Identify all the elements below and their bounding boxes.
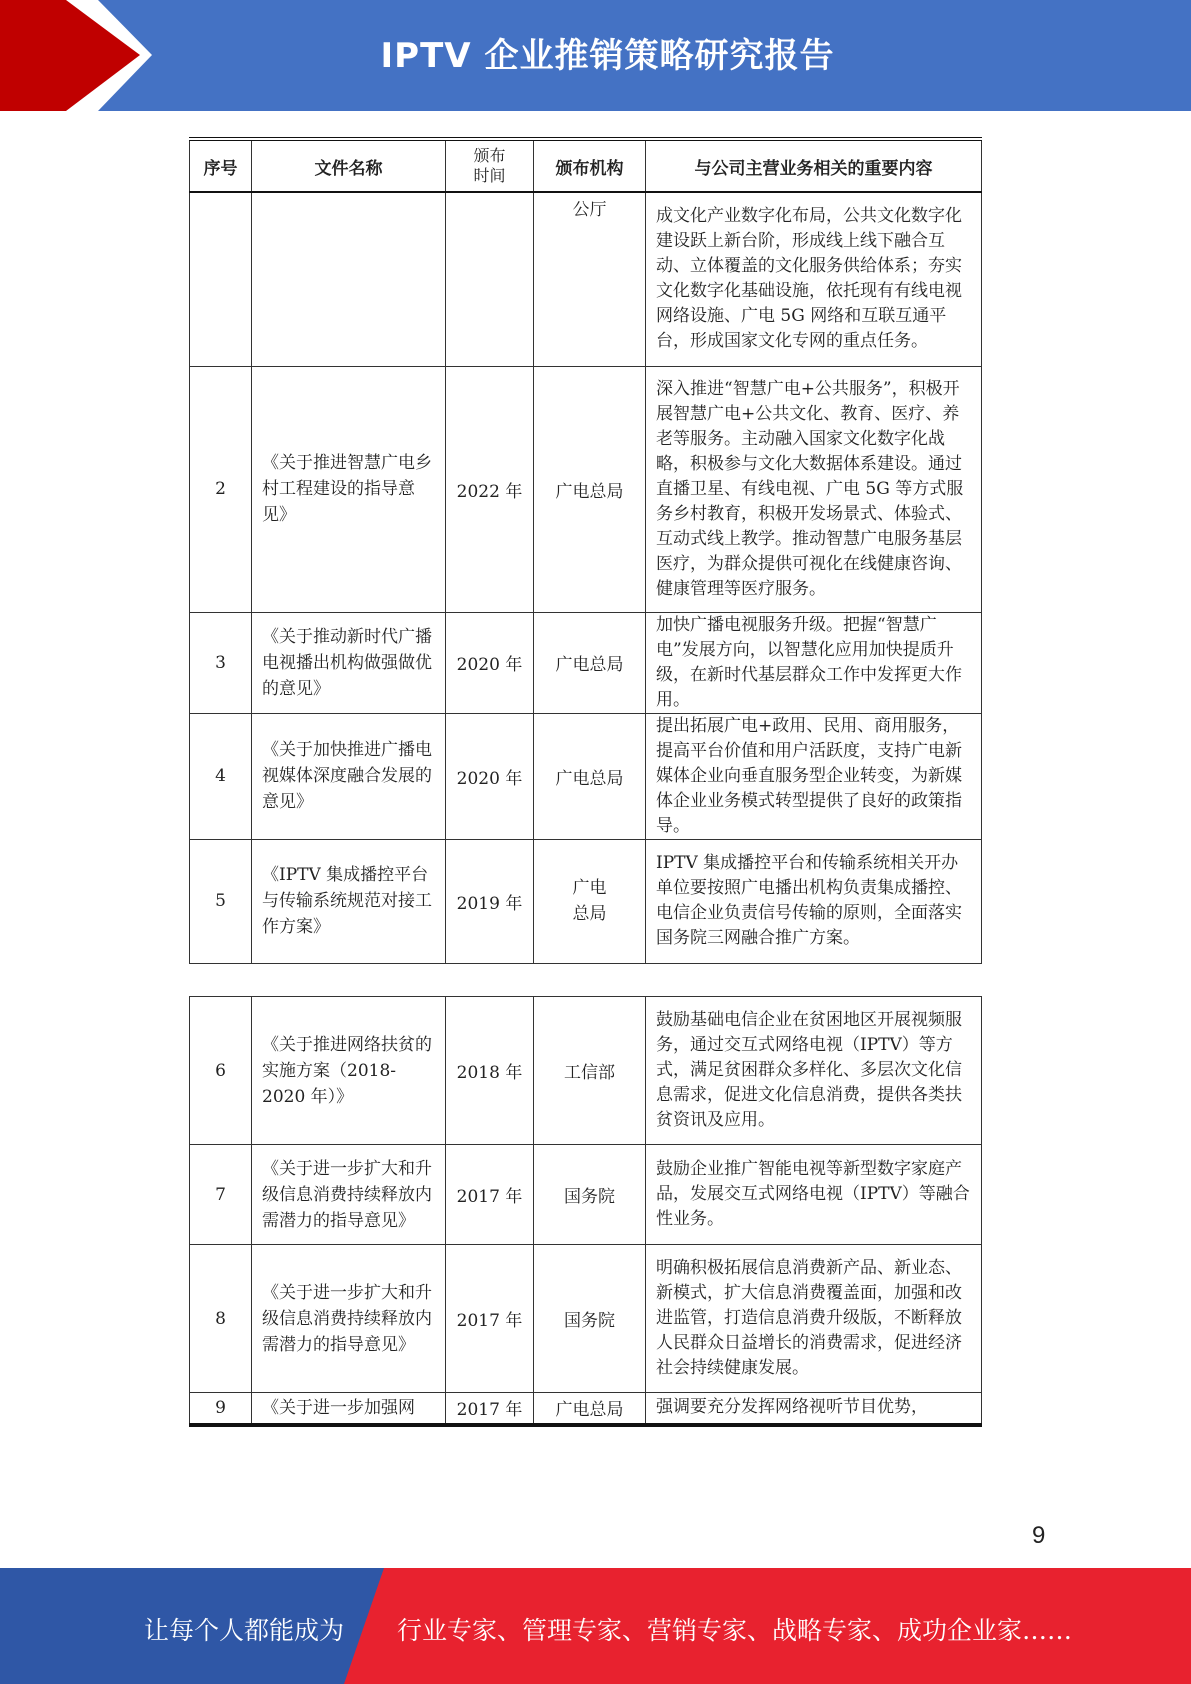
cell-num: 7	[190, 1145, 252, 1245]
table-row	[190, 997, 982, 1145]
cell-name	[252, 192, 446, 366]
col-header-name: 文件名称	[252, 139, 446, 192]
col-header-year	[446, 139, 534, 192]
policy-table-continued	[189, 996, 982, 1427]
page-footer	[0, 1568, 1191, 1684]
cell-content: 深入推进“智慧广电+公共服务”，积极开展智慧广电+公共文化、教育、医疗、养老等服务。主动融入国家文化数字化战略，积极参与文化大数据体系建设。通过直播卫星、有线电视、广电 5G 等方式服务乡村教育，积极开发场景式、体验式、互动式线上教学。推动智慧广电服务基层医疗，为群众提供可视化在线健康咨询、健康管理等医疗服务。	[646, 366, 982, 612]
cell-year: 2019 年	[446, 839, 534, 963]
cell-year: 2020 年	[446, 612, 534, 713]
cell-year: 2017 年	[446, 1393, 534, 1425]
cell-year: 2017 年	[446, 1145, 534, 1245]
cell-year: 2018 年	[446, 997, 534, 1145]
policy-table	[189, 137, 982, 964]
cell-num	[190, 192, 252, 366]
cell-org-text: 广电 总局	[572, 878, 607, 924]
table-header-row	[190, 139, 982, 192]
cell-org: 工信部	[534, 997, 646, 1145]
table-row	[190, 713, 982, 839]
cell-name: 《IPTV 集成播控平台与传输系统规范对接工作方案》	[252, 839, 446, 963]
cell-content: IPTV 集成播控平台和传输系统相关开办单位要按照广电播出机构负责集成播控、电信企业负责信号传输的原则，全面落实国务院三网融合推广方案。	[646, 839, 982, 963]
cell-num: 3	[190, 612, 252, 713]
report-title: IPTV 企业推销策略研究报告	[380, 36, 835, 76]
cell-org: 广电总局	[534, 612, 646, 713]
cell-content: 提出拓展广电+政用、民用、商用服务，提高平台价值和用户活跃度，支持广电新媒体企业向垂直服务型企业转变，为新媒体企业业务模式转型提供了良好的政策指导。	[646, 713, 982, 839]
cell-name: 《关于加快推进广播电视媒体深度融合发展的意见》	[252, 713, 446, 839]
cell-content: 鼓励基础电信企业在贫困地区开展视频服务，通过交互式网络电视（IPTV）等方式，满足贫困群众多样化、多层次文化信息需求，促进文化信息消费，提供各类扶贫资讯及应用。	[646, 997, 982, 1145]
cell-name: 《关于推进网络扶贫的实施方案（2018-2020 年）》	[252, 997, 446, 1145]
cell-year: 2017 年	[446, 1245, 534, 1393]
cell-name: 《关于进一步扩大和升级信息消费持续释放内需潜力的指导意见》	[252, 1245, 446, 1393]
table-row	[190, 1145, 982, 1245]
cell-org	[534, 839, 646, 963]
cell-org: 广电总局	[534, 713, 646, 839]
cell-num: 6	[190, 997, 252, 1145]
cell-num: 5	[190, 839, 252, 963]
cell-content: 强调要充分发挥网络视听节目优势，	[646, 1393, 982, 1425]
cell-content: 成文化产业数字化布局，公共文化数字化建设跃上新台阶，形成线上线下融合互动、立体覆盖的文化服务供给体系；夯实文化数字化基础设施，依托现有有线电视网络设施、广电 5G 网络和互联互通平台，形成国家文化专网的重点任务。	[646, 192, 982, 366]
cell-content: 明确积极拓展信息消费新产品、新业态、新模式，扩大信息消费覆盖面，加强和改进监管，打造信息消费升级版，不断释放人民群众日益增长的消费需求，促进经济社会持续健康发展。	[646, 1245, 982, 1393]
table-row	[190, 366, 982, 612]
cell-year: 2020 年	[446, 713, 534, 839]
col-header-year-label: 颁布 时间	[473, 146, 506, 185]
table-row	[190, 192, 982, 366]
table-row	[190, 612, 982, 713]
cell-content: 加快广播电视服务升级。把握“智慧广电”发展方向，以智慧化应用加快提质升级，在新时代基层群众工作中发挥更大作用。	[646, 612, 982, 713]
cell-year: 2022 年	[446, 366, 534, 612]
cell-num: 2	[190, 366, 252, 612]
cell-year	[446, 192, 534, 366]
col-header-org: 颁布机构	[534, 139, 646, 192]
page-number: 9	[1032, 1522, 1046, 1549]
page-header	[0, 0, 1191, 111]
cell-org: 广电总局	[534, 366, 646, 612]
cell-org: 国务院	[534, 1145, 646, 1245]
table-row	[190, 839, 982, 963]
table-row	[190, 1393, 982, 1425]
col-header-content: 与公司主营业务相关的重要内容	[646, 139, 982, 192]
cell-name: 《关于推进智慧广电乡村工程建设的指导意见》	[252, 366, 446, 612]
cell-org: 广电总局	[534, 1393, 646, 1425]
cell-org: 国务院	[534, 1245, 646, 1393]
cell-num: 4	[190, 713, 252, 839]
footer-slogan-right: 行业专家、管理专家、营销专家、战略专家、成功企业家……	[397, 1616, 1073, 1645]
table-row	[190, 1245, 982, 1393]
cell-num: 9	[190, 1393, 252, 1425]
col-header-num: 序号	[190, 139, 252, 192]
footer-slogan-left: 让每个人都能成为	[144, 1616, 345, 1645]
cell-org: 公厅	[534, 192, 646, 366]
cell-name: 《关于进一步加强网	[252, 1393, 446, 1425]
cell-num: 8	[190, 1245, 252, 1393]
cell-content: 鼓励企业推广智能电视等新型数字家庭产品，发展交互式网络电视（IPTV）等融合性业务。	[646, 1145, 982, 1245]
cell-name: 《关于进一步扩大和升级信息消费持续释放内需潜力的指导意见》	[252, 1145, 446, 1245]
cell-name: 《关于推动新时代广播电视播出机构做强做优的意见》	[252, 612, 446, 713]
